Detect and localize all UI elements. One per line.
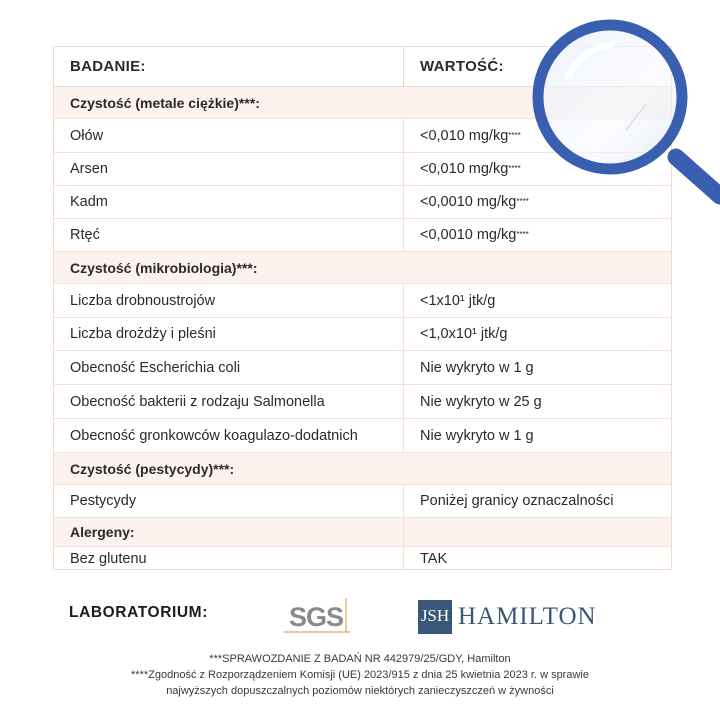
hamilton-logo [418,598,597,636]
footnote-regulation-cont: najwyższych dopuszczalnych poziomów niektórych zanieczyszczeń w żywności [166,685,554,697]
section-title: Alergeny: [54,518,404,546]
row-value: <0,0010 mg/kg **** [420,194,529,210]
table-row [54,153,671,186]
row-name: Liczba drożdży i pleśni [54,318,404,350]
row-name: Arsen [54,153,404,185]
hamilton-mark [418,600,452,634]
table-row [54,385,671,419]
table-row [54,485,671,518]
footnote-regulation: ****Zgodność z Rozporządzeniem Komisji (UE) 2023/915 z dnia 25 kwietnia 2023 r. w sprawie [131,669,589,681]
section-allergens [54,518,671,547]
table-header [54,47,671,87]
section-title: Czystość (metale ciężkie)***: [70,94,260,111]
section-title: Czystość (pestycydy)***: [70,460,235,477]
row-name: Pestycydy [54,485,404,517]
row-name: Kadm [54,186,404,218]
row-value: <1x10¹ jtk/g [420,292,496,309]
section-heavy-metals [54,87,671,119]
section-title: Czystość (mikrobiologia)***: [70,259,258,276]
table-row [54,219,671,252]
table-row [54,186,671,219]
section-pesticides [54,453,671,485]
table-row [54,419,671,453]
sgs-logo-text: SGS [288,602,344,632]
row-name: Liczba drobnoustrojów [54,284,404,317]
row-name: Obecność Escherichia coli [54,351,404,384]
row-value: TAK [420,550,448,567]
header-badanie: BADANIE: [54,47,404,86]
footnote-report: ***SPRAWOZDANIE Z BADAŃ NR 442979/25/GDY, Hamilton [209,653,511,665]
laboratory-label: LABORATORIUM: [69,604,208,621]
row-value: Nie wykryto w 1 g [420,359,534,376]
row-name: Bez glutenu [54,547,404,570]
sgs-logo [280,596,352,636]
table-row [54,351,671,385]
row-name: Ołów [54,119,404,152]
hamilton-wordmark: HAMILTON [458,603,597,630]
table-row [54,284,671,318]
footnotes [60,651,660,699]
row-value: <0,0010 mg/kg **** [420,227,529,243]
row-name: Rtęć [54,219,404,251]
header-wartosc: WARTOŚĆ: [420,58,504,75]
table-row [54,119,671,153]
row-value: <0,010 mg/kg **** [420,161,521,177]
table-row [54,547,671,570]
table-row [54,318,671,351]
row-value: <0,010 mg/kg **** [420,127,521,144]
row-value: Nie wykryto w 1 g [420,427,534,444]
row-value: Poniżej granicy oznaczalności [420,493,614,509]
results-table [53,46,672,570]
row-name: Obecność bakterii z rodzaju Salmonella [54,385,404,418]
hamilton-mark-text: JSH [420,606,450,625]
row-value: <1,0x10¹ jtk/g [420,326,508,342]
section-microbiology [54,252,671,284]
row-name: Obecność gronkowców koagulazo-dodatnich [54,419,404,452]
row-value: Nie wykryto w 25 g [420,393,542,410]
